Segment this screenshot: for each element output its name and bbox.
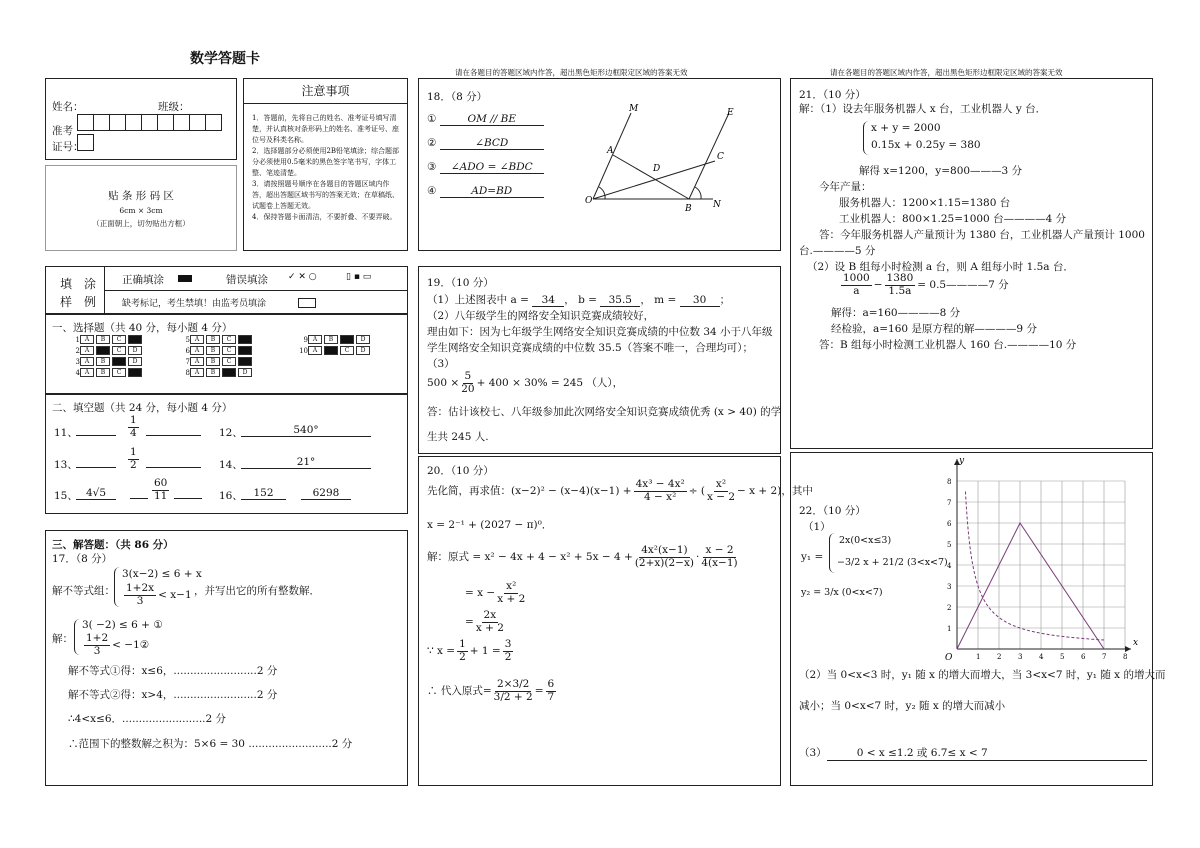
q15-label: 15、: [54, 490, 78, 502]
choice-option-c[interactable]: C: [112, 368, 126, 377]
blank-section: [45, 394, 408, 514]
q21-equation: $\frac{1000}{a}$ − $\frac{1380}{1.5a}$ = 0.5————7 分: [843, 272, 1009, 297]
q18-figure: [585, 103, 735, 213]
origin-label: O: [945, 653, 953, 663]
choice-number: 5: [185, 335, 190, 344]
q22-part-1: （1）: [803, 521, 831, 533]
notes-box: [243, 78, 408, 251]
q12-label: 12、: [219, 427, 243, 439]
choice-option-a[interactable]: A: [308, 346, 322, 355]
q21-section: [790, 78, 1153, 449]
choice-option-a[interactable]: A: [80, 335, 94, 344]
q11-answer: $\frac{1}{4}$: [130, 414, 137, 439]
wrong-fill-label: 错误填涂: [226, 274, 268, 286]
choice-title: 一、选择题（共 40 分，每小题 4 分）: [52, 322, 233, 334]
q21-line-9: 解得：a=160————8 分: [831, 307, 961, 319]
q21-line-3: 今年产量：: [819, 181, 872, 193]
choice-option-c[interactable]: C: [222, 357, 236, 366]
choice-option-d[interactable]: D: [128, 357, 142, 366]
choice-option-b[interactable]: B: [96, 368, 110, 377]
q21-line-2: 解得 x=1200，y=800———3 分: [859, 165, 1023, 177]
choice-option-d[interactable]: D: [356, 346, 370, 355]
class-label: 班级：: [158, 101, 190, 113]
choice-option-b[interactable]: B: [96, 357, 110, 366]
notes-title: 注意事项: [244, 79, 407, 104]
choice-option-c[interactable]: C: [222, 368, 236, 377]
choice-number: 9: [303, 335, 308, 344]
notice-middle: 请在各题目的答题区域内作答，超出黑色矩形边框限定区域的答案无效: [455, 68, 688, 77]
point-A: A: [607, 146, 614, 156]
q22-y1-label: y₁ =: [801, 551, 824, 563]
q17-title: 17．（8 分）: [52, 553, 113, 565]
q18-answer: ∠ADO = ∠BDC: [440, 161, 544, 174]
q18-section: [418, 78, 781, 251]
wrong-fill-marks-2: ▯ ▪ ▭: [346, 272, 372, 282]
x-tick-label: 2: [997, 653, 1002, 661]
choice-option-b[interactable]: B: [324, 335, 338, 344]
x-tick-label: 7: [1102, 653, 1107, 661]
barcode-box: [45, 165, 237, 251]
q21-line-5: 工业机器人：800×1.25=1000 台————4 分: [839, 213, 1067, 225]
q18-answer-row: ② ∠BCD: [427, 137, 544, 150]
y-tick-label: 1: [947, 625, 952, 633]
q21-line-4: 服务机器人：1200×1.15=1380 台: [839, 197, 1011, 209]
choice-option-d[interactable]: D: [238, 335, 252, 344]
answer-title: 三、解答题：（共 86 分）: [52, 539, 174, 551]
q11-label: 11、: [54, 427, 78, 439]
q20-title: 20．（10 分）: [427, 465, 494, 477]
x-tick-label: 1: [976, 653, 981, 661]
x-tick-label: 4: [1039, 653, 1044, 661]
choice-option-c[interactable]: C: [222, 335, 236, 344]
y-tick-label: 3: [947, 583, 952, 591]
choice-option-d[interactable]: D: [128, 346, 142, 355]
choice-option-c[interactable]: C: [222, 346, 236, 355]
q22-y1-piece-2: −3/2 x + 21/2 (3<x<7): [837, 557, 948, 568]
q21-line-1: 解：（1）设去年服务机器人 x 台，工业机器人 y 台．: [799, 103, 1047, 115]
point-D: D: [653, 164, 661, 174]
q17-tail: ，并写出它的所有整数解．: [194, 585, 320, 597]
y-tick-label: 8: [947, 478, 952, 486]
q14-answer: 21°: [241, 456, 371, 469]
choice-section: [45, 314, 408, 394]
point-O: O: [585, 196, 593, 206]
choice-option-c[interactable]: C: [112, 346, 126, 355]
choice-question-5: [178, 335, 254, 344]
q18-title: 18．（8 分）: [427, 91, 488, 103]
note-item: 3．请按照题号顺序在各题目的答题区域内作答，超出答题区域书写的答案无效；在草稿纸、试题卷上答题无效。: [252, 180, 399, 210]
choice-option-b[interactable]: B: [206, 346, 220, 355]
choice-question-4: [68, 368, 144, 377]
choice-number: 4: [75, 368, 80, 377]
choice-question-7: [178, 357, 254, 366]
q20-line-1: 先化简，再求值：(x−2)² − (x−4)(x−1) + $\frac{\text{4x³ − 4x²}}{\text{4 − x²}}$ ÷ ( $\frac{\text{x²}}{x - 2}$ − x + 2)，其中: [427, 478, 813, 503]
choice-option-a[interactable]: A: [190, 368, 204, 377]
q16-answer-b: 6298: [301, 487, 351, 500]
choice-number: 3: [75, 357, 80, 366]
y-axis-label: y: [959, 456, 965, 466]
choice-option-b[interactable]: B: [324, 346, 338, 355]
q19-line-8: 生共 245 人.: [427, 431, 489, 443]
q22-y1-piece-1: 2x(0<x≤3): [839, 535, 892, 546]
q17-sol-label: 解：: [52, 633, 73, 645]
choice-option-a[interactable]: A: [80, 346, 94, 355]
correct-fill-mark: [178, 275, 192, 282]
y-tick-label: 2: [947, 604, 952, 612]
q17-system-2: $\frac{1+2x}{3}$ < x−1: [126, 582, 192, 607]
q22-graph: [941, 455, 1137, 665]
barcode-hint: （正面朝上，切勿贴出方框）: [92, 219, 190, 228]
q21-title: 21．（10 分）: [799, 89, 866, 101]
q21-system-2: 0.15x + 0.25y = 380: [871, 139, 981, 151]
x-tick-label: 6: [1081, 653, 1086, 661]
notice-right: 请在各题目的答题区域内作答，超出黑色矩形边框限定区域的答案无效: [830, 68, 1063, 77]
q21-line-8: （2）设 B 组每小时检测 a 台，则 A 组每小时 1.5a 台．: [807, 261, 1074, 273]
absent-checkbox[interactable]: [298, 298, 316, 308]
q21-line-6: 答：今年服务机器人产量预计为 1380 台，工业机器人产量预计 1000: [819, 229, 1145, 241]
note-item: 2．选择题部分必须使用2B铅笔填涂；综合题部分必须使用0.5毫米的黑色签字笔书写，字体工整、笔迹清楚。: [252, 147, 400, 177]
choice-option-c[interactable]: C: [340, 335, 354, 344]
choice-question-1: [68, 335, 144, 344]
choice-question-10: [296, 346, 372, 355]
q17-line-2: 解不等式②得：x>4，.........................2 分: [68, 689, 278, 701]
choice-option-b[interactable]: B: [96, 335, 110, 344]
q17-system-1: 3(x−2) ≤ 6 + x: [122, 568, 202, 580]
exam-no-label-1: 准考: [52, 125, 73, 137]
choice-option-d[interactable]: D: [356, 335, 370, 344]
choice-option-a[interactable]: A: [190, 357, 204, 366]
q17-section: [45, 530, 408, 786]
exam-no-cells[interactable]: [78, 114, 236, 154]
choice-option-d[interactable]: D: [238, 357, 252, 366]
name-label: 姓名：: [52, 101, 84, 113]
choice-number: 7: [185, 357, 190, 366]
q22-line-4: （3） 0 < x ≤1.2 或 6.7≤ x < 7: [799, 745, 1147, 761]
q20-line-4: = x − $\frac{\text{x²}}{x + 2}$: [465, 580, 526, 605]
point-C: C: [717, 152, 724, 162]
blank-title: 二、填空题（共 24 分，每小题 4 分）: [52, 402, 233, 414]
q12-answer: 540°: [241, 424, 371, 437]
q21-system-1: x + y = 2000: [871, 122, 941, 134]
q22-title: 22．（10 分）: [799, 505, 866, 517]
q21-line-10: 经检验，a=160 是原方程的解————9 分: [831, 323, 1037, 335]
choice-number: 10: [299, 346, 308, 355]
q21-line-11: 答：B 组每小时检测工业机器人 160 台.————10 分: [819, 339, 1077, 351]
q17-line-3: ∴4<x≤6．.........................2 分: [68, 713, 227, 725]
choice-option-a[interactable]: A: [190, 335, 204, 344]
q18-answer: OM // BE: [440, 113, 544, 126]
choice-option-b[interactable]: B: [206, 368, 220, 377]
barcode-title: 贴 条 形 码 区: [108, 190, 174, 202]
q18-answer-row: ① OM // BE: [427, 113, 544, 126]
note-item: 4．保持答题卡面清洁，不要折叠、不要弄破。: [252, 213, 397, 221]
q14-label: 14、: [219, 459, 243, 471]
choice-number: 8: [185, 368, 190, 377]
q22-line-2: （2）当 0<x<3 时，y₁ 随 x 的增大而增大，当 3<x<7 时，y₁ 随 x 的增大而: [799, 669, 1166, 681]
point-M: M: [629, 104, 639, 114]
q22-line-3: 减小；当 0<x<7 时，y₂ 随 x 的增大而减小: [799, 700, 1006, 712]
q19-line-2: （2）八年级学生的网络安全知识竞赛成绩较好，: [427, 310, 655, 322]
q20-line-7: ∴ 代入原式= $\frac{2\times 3/2}{3/2 + 2}$ = $\frac{6}{7}$: [427, 678, 555, 703]
q13-label: 13、: [54, 459, 78, 471]
q19-line-3: 理由如下：因为七年级学生网络安全知识竞赛成绩的中位数 34 小于八年级: [427, 326, 773, 338]
notes-list: [252, 113, 400, 223]
q19-line-4: 学生网络安全知识竞赛成绩的中位数 35.5（答案不唯一，合理均可）；: [427, 342, 753, 354]
q15-answer: 4√5: [76, 487, 116, 500]
q19-line-6: 500 × $\frac{5}{20}$ + 400 × 30% = 245 （人），: [427, 370, 624, 395]
x-tick-label: 3: [1018, 653, 1023, 661]
choice-option-d[interactable]: D: [128, 335, 142, 344]
q16-answer-a: 152: [241, 487, 286, 500]
choice-number: 1: [75, 335, 80, 344]
point-N: N: [713, 200, 721, 210]
q17-sol-2: $\frac{1+2}{3}$ < −1②: [86, 632, 150, 657]
x-tick-label: 5: [1060, 653, 1065, 661]
choice-option-b[interactable]: B: [206, 357, 220, 366]
q20-line-2: x = 2⁻¹ + (2027 − π)⁰．: [427, 519, 553, 531]
choice-question-8: [178, 368, 254, 377]
q18-answer-row: ③ ∠ADO = ∠BDC: [427, 161, 544, 174]
choice-option-c[interactable]: C: [340, 346, 354, 355]
choice-option-d[interactable]: D: [238, 346, 252, 355]
q21-line-7: 台.————5 分: [799, 245, 876, 257]
correct-fill-label: 正确填涂: [122, 274, 164, 286]
choice-question-3: [68, 357, 144, 366]
y-tick-label: 4: [947, 562, 952, 570]
x-axis-label: x: [1133, 638, 1139, 648]
q18-answer: AD=BD: [440, 185, 544, 198]
q18-answer: ∠BCD: [440, 137, 544, 150]
y-tick-label: 5: [947, 541, 952, 549]
fill-example-label: 填 涂 样 例: [46, 267, 105, 313]
q20-line-6: ∵ x = $\frac{1}{2}$ + 1 = $\frac{3}{2}$: [427, 638, 512, 663]
choice-number: 2: [75, 346, 80, 355]
choice-option-a[interactable]: A: [80, 368, 94, 377]
page-title: 数学答题卡: [190, 51, 260, 67]
choice-option-a[interactable]: A: [190, 346, 204, 355]
choice-option-a[interactable]: A: [308, 335, 322, 344]
point-E: E: [727, 108, 734, 118]
choice-option-b[interactable]: B: [96, 346, 110, 355]
choice-option-a[interactable]: A: [80, 357, 94, 366]
q19-title: 19．（10 分）: [427, 277, 494, 289]
q17-line-4: ∴范围下的整数解之积为：5×6 = 30 .........................2 分: [68, 738, 353, 750]
absent-label: 缺考标记，考生禁填！由监考员填涂: [122, 299, 267, 309]
q15-answer-b: $\frac{60}{11}$: [154, 477, 168, 502]
choice-option-c[interactable]: C: [112, 335, 126, 344]
q17-line-1: 解不等式①得：x≤6，.........................2 分: [68, 665, 278, 677]
choice-question-6: [178, 346, 254, 355]
q17-text: 解不等式组：: [52, 585, 115, 597]
student-info-box: [45, 78, 237, 160]
choice-question-2: [68, 346, 144, 355]
q17-sol-1: 3( −2) ≤ 6 + ①: [82, 619, 163, 631]
choice-number: 6: [185, 346, 190, 355]
q18-answer-row: ④ AD=BD: [427, 185, 544, 198]
q22-section: [790, 452, 1166, 786]
q16-label: 16、: [219, 490, 243, 502]
y-tick-label: 6: [947, 520, 952, 528]
q19-line-7: 答：估计该校七、八年级参加此次网络安全知识竞赛成绩优秀 (x > 40) 的学: [427, 406, 782, 418]
q22-y2: y₂ = 3/x (0<x<7): [801, 587, 883, 598]
x-tick-label: 8: [1123, 653, 1128, 661]
choice-question-9: [296, 335, 372, 344]
wrong-fill-marks: ✓ ✕ ○: [288, 272, 317, 282]
q13-answer: $\frac{1}{2}$: [130, 446, 137, 471]
note-item: 1．答题前，先将自己的姓名、准考证号填写清楚，并认真核对条形码上的姓名、准考证号、座位号及科类名称。: [252, 114, 399, 144]
q20-line-5: = $\frac{2x}{x + 2}$: [465, 609, 504, 634]
q20-line-3: 解：原式 = x² − 4x + 4 − x² + 5x − 4 + $\frac{\text{4x²(x−1)}}{(2+x)(2-x)}$ · $\frac{x - 2}{4(x-1)}$: [427, 544, 738, 569]
q19-section: [418, 266, 781, 454]
fill-example-box: [45, 266, 408, 314]
y-tick-label: 7: [947, 499, 952, 507]
q19-line-5: （3）: [427, 358, 455, 370]
choice-option-c[interactable]: C: [112, 357, 126, 366]
point-B: B: [685, 204, 692, 214]
q19-line-1: （1）上述图表中 a = 34 ， b = 35.5 ， m = 30 ；: [427, 294, 731, 306]
choice-option-b[interactable]: B: [206, 335, 220, 344]
barcode-size: 6cm × 3cm: [119, 206, 163, 215]
choice-option-d[interactable]: D: [128, 368, 142, 377]
choice-option-d[interactable]: D: [238, 368, 252, 377]
exam-no-label-2: 证号：: [52, 141, 84, 153]
